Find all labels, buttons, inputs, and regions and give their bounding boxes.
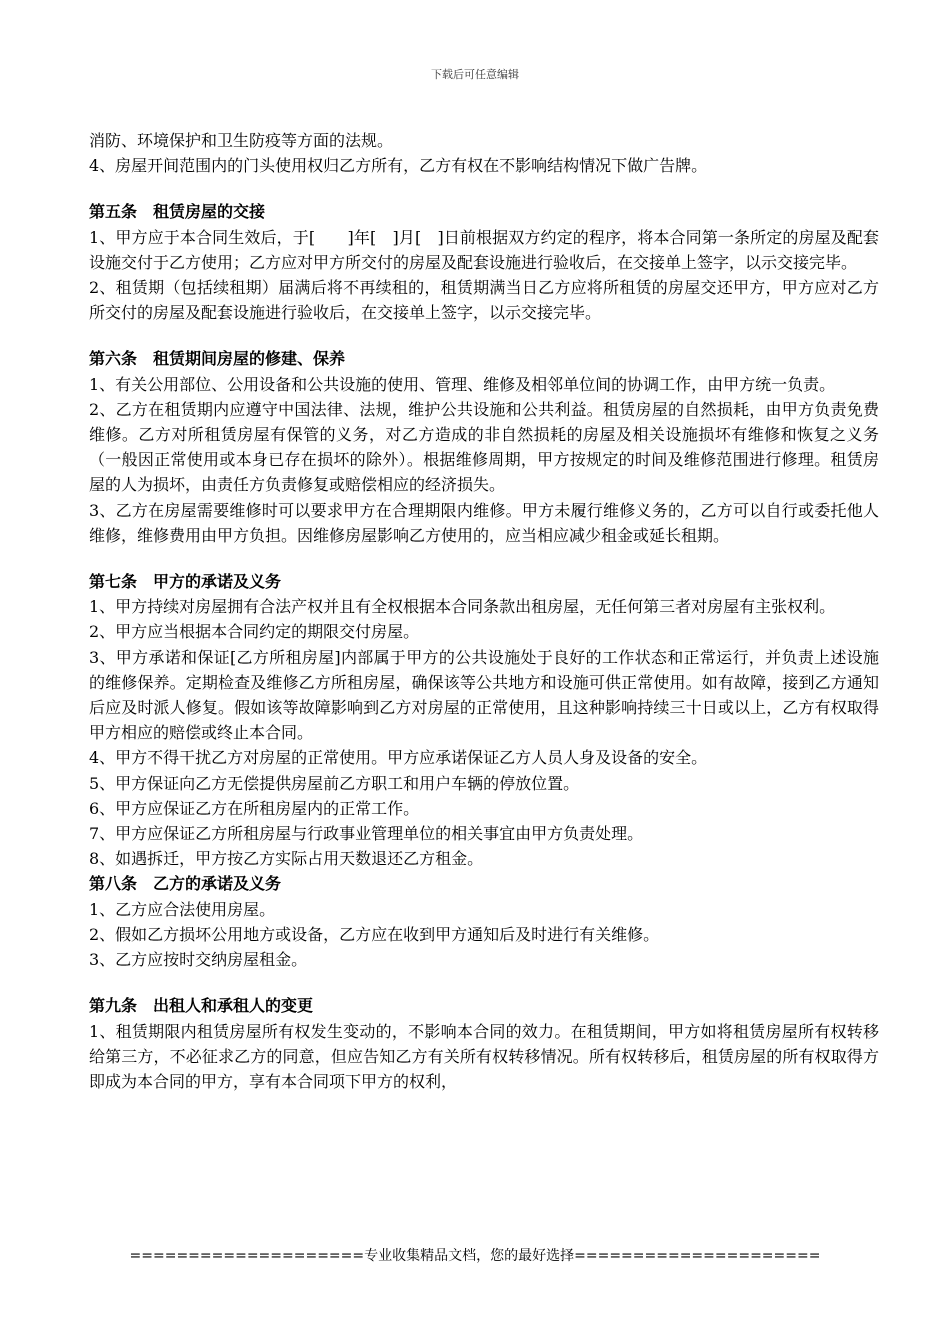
section-heading: 第七条 甲方的承诺及义务 — [89, 572, 282, 592]
section-article-8 — [89, 871, 879, 972]
section-heading: 第九条 出租人和承租人的变更 — [89, 996, 314, 1016]
document-body — [89, 128, 879, 1094]
paragraph: 2、假如乙方损坏公用地方或设备，乙方应在收到甲方通知后及时进行有关维修。 — [89, 924, 660, 944]
paragraph: 7、甲方应保证乙方所租房屋与行政事业管理单位的相关事宜由甲方负责处理。 — [89, 824, 644, 844]
paragraph: 4、甲方不得干扰乙方对房屋的正常使用。甲方应承诺保证乙方人员人身及设备的安全。 — [89, 748, 708, 768]
paragraph: 3、甲方承诺和保证[乙方所租房屋]内部属于甲方的公共设施处于良好的工作状态和正常运行，并负责上述设施的维修保养。定期检查及维修乙方所租房屋，确保该等公共地方和设施可供正常使用。如有故障，接到乙方通知后应及时派人修复。假如该等故障影响到乙方对房屋的正常使用，且这种影响持续三十日或以上，乙方有权取得甲方相应的赔偿或终止本合同。 — [89, 647, 879, 743]
paragraph: 3、乙方在房屋需要维修时可以要求甲方在合理期限内维修。甲方未履行维修义务的，乙方可以自行或委托他人维修，维修费用由甲方负担。因维修房屋影响乙方使用的，应当相应减少租金或延长租期。 — [89, 500, 879, 545]
paragraph: 4、房屋开间范围内的门头使用权归乙方所有，乙方有权在不影响结构情况下做广告牌。 — [89, 156, 708, 176]
page-footer: ====================专业收集精品文档，您的最好选择===================== — [129, 1248, 821, 1264]
paragraph: 消防、环境保护和卫生防疫等方面的法规。 — [89, 131, 394, 150]
section-article-7 — [89, 569, 879, 871]
section-heading: 第五条 租赁房屋的交接 — [89, 202, 266, 222]
section-continuation — [89, 128, 879, 178]
paragraph: 1、有关公用部位、公用设备和公共设施的使用、管理、维修及相邻单位间的协调工作，由甲方统一负责。 — [89, 374, 836, 394]
paragraph: 6、甲方应保证乙方在所租房屋内的正常工作。 — [89, 798, 420, 818]
paragraph: 2、乙方在租赁期内应遵守中国法律、法规，维护公共设施和公共利益。租赁房屋的自然损耗，由甲方负责免费维修。乙方对所租赁房屋有保管的义务，对乙方造成的非自然损耗的房屋及相关设施损坏有维修和恢复之义务（一般因正常使用或本身已存在损坏的除外）。根据维修周期，甲方按规定的时间及维修范围进行修理。租赁房屋的人为损坏，由责任方负责修复或赔偿相应的经济损失。 — [89, 399, 879, 495]
paragraph: 1、乙方应合法使用房屋。 — [89, 899, 276, 919]
paragraph: 1、租赁期限内租赁房屋所有权发生变动的，不影响本合同的效力。在租赁期间，甲方如将租赁房屋所有权转移给第三方，不必征求乙方的同意，但应告知乙方有关所有权转移情况。所有权转移后，租赁房屋的所有权取得方即成为本合同的甲方，享有本合同项下甲方的权利， — [89, 1021, 879, 1091]
section-heading: 第六条 租赁期间房屋的修建、保养 — [89, 349, 346, 369]
paragraph: 3、乙方应按时交纳房屋租金。 — [89, 950, 308, 970]
paragraph: 8、如遇拆迁，甲方按乙方实际占用天数退还乙方租金。 — [89, 849, 484, 869]
paragraph: 2、甲方应当根据本合同约定的期限交付房屋。 — [89, 622, 420, 642]
section-article-6 — [89, 346, 879, 548]
paragraph: 1、甲方应于本合同生效后，于[ ]年[ ]月[ ]日前根据双方约定的程序，将本合同第一条所定的房屋及配套设施交付于乙方使用；乙方应对甲方所交付的房屋及配套设施进行验收后，在交接单上签字，以示交接完毕。 — [89, 227, 879, 272]
section-heading: 第八条 乙方的承诺及义务 — [89, 874, 282, 894]
paragraph: 2、租赁期（包括续租期）届满后将不再续租的，租赁期满当日乙方应将所租赁的房屋交还甲方，甲方应对乙方所交付的房屋及配套设施进行验收后，在交接单上签字，以示交接完毕。 — [89, 278, 879, 323]
paragraph: 1、甲方持续对房屋拥有合法产权并且有全权根据本合同条款出租房屋，无任何第三者对房屋有主张权利。 — [89, 597, 836, 617]
section-article-5 — [89, 199, 879, 325]
paragraph: 5、甲方保证向乙方无偿提供房屋前乙方职工和用户车辆的停放位置。 — [89, 773, 580, 793]
page-header: 下载后可任意编辑 — [431, 68, 519, 81]
section-article-9 — [89, 993, 879, 1094]
